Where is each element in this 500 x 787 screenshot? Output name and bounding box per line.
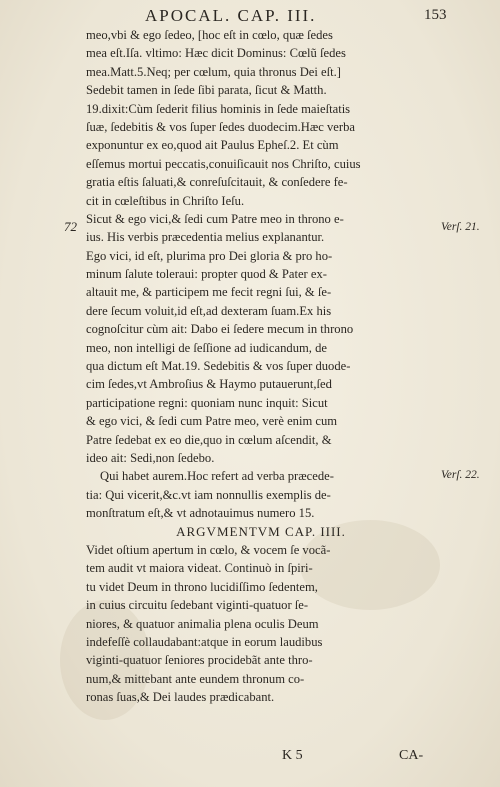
text-line: viginti-quatuor ſeniores procidebãt ante thro- <box>86 653 313 668</box>
text-line: meo,vbi & ego ſedeo, [hoc eſt in cœlo, quæ ſedes <box>86 28 333 42</box>
text-block <box>86 26 436 706</box>
text-line: num,& mittebant ante eundem thronum co- <box>86 671 305 686</box>
text-line: mea eſt.Iſa. vltimo: Hæc dicit Dominus: Cœlũ ſedes <box>86 46 346 61</box>
text-line: ideo ait: Sedi,non ſedebo. <box>86 450 215 465</box>
text-line: minum ſalute toleraui: propter quod & Pater ex- <box>86 267 327 282</box>
text-line: ronas ſuas,& Dei laudes prædicabant. <box>86 690 275 705</box>
text-line: Videt oſtium apertum in cœlo, & vocem ſe vocã- <box>86 542 331 557</box>
text-line: participatione regni: quoniam nunc inquit: Sicut <box>86 395 328 410</box>
text-line: in cuius circuitu ſedebant viginti-quatuor ſe- <box>86 598 309 613</box>
text-line: exponuntur ex eo,quod ait Paulus Epheſ.2. Et cùm <box>86 138 339 153</box>
chapter-argument-heading: ARGVMENTVM CAP. IIII. <box>176 523 346 539</box>
text-line: gratia eſtis ſaluati,& conreſuſcitauit, & conſedere fe- <box>86 175 348 190</box>
text-line: eſſemus mortui peccatis,conuiſicauit nos Chriſto, cuius <box>86 156 361 171</box>
text-line: mea.Matt.5.Neq; per cœlum, quia thronus Dei eſt.] <box>86 64 341 79</box>
page-number: 153 <box>424 7 447 23</box>
catchword: CA- <box>399 748 424 763</box>
text-line: meo, non intelligi de ſeſſione ad iudicandum, de <box>86 340 327 355</box>
text-line: 19.dixit:Cùm ſederit filius hominis in ſede maieſtatis <box>86 101 351 116</box>
margin-number: 72 <box>64 219 77 234</box>
text-line: Ego vici, id eſt, plurima pro Dei gloria & pro ho- <box>86 248 333 263</box>
text-line: Sedebit tamen in ſede ſibi parata, ſicut & Matth. <box>86 83 327 98</box>
text-line: monſtratum eſt,& vt adnotauimus numero 15. <box>86 506 315 521</box>
text-line: Patre ſedebat ex eo die,quo in cœlum aſcendit, & <box>86 432 332 447</box>
text-line: ſuæ, ſedebitis & vos ſuper ſedes duodecim.Hæc verba <box>86 119 355 134</box>
margin-verse-ref: Verſ. 21. <box>441 221 480 233</box>
text-line: tem audit vt maiora videat. Continuò in ſpiri- <box>86 561 313 576</box>
text-line: niores, & quatuor animalia plena oculis Deum <box>86 616 319 631</box>
signature-mark: K 5 <box>282 748 303 763</box>
text-line: cognoſcitur cùm ait: Dabo ei ſedere mecum in throno <box>86 322 354 337</box>
text-line: cim ſedes,vt Ambroſius & Haymo putauerunt,ſed <box>86 377 332 392</box>
margin-verse-ref: Verſ. 22. <box>441 469 480 481</box>
page-header <box>0 4 500 28</box>
text-line: dere ſecum voluit,id eſt,ad dexteram ſuam.Ex his <box>86 303 332 318</box>
text-line: qua dictum eſt Mat.19. Sedebitis & vos ſuper duode- <box>86 359 351 374</box>
text-line: Qui habet aurem.Hoc refert ad verba præcede- <box>100 469 334 484</box>
text-line: indefeſſè collaudabant:atque in eorum laudibus <box>86 634 323 649</box>
text-line: cit in cœleſtibus in Chriſto Ieſu. <box>86 193 245 208</box>
running-head: APOCAL. CAP. III. <box>145 6 317 25</box>
text-line: altauit me, & participem me fecit regni ſui, & ſe- <box>86 285 332 300</box>
text-line: Sicut & ego vici,& ſedi cum Patre meo in throno e- <box>86 211 344 226</box>
text-line: ius. His verbis præcedentia melius explanantur. <box>86 230 325 245</box>
text-line: tu videt Deum in throno lucidiſſimo ſedentem, <box>86 579 318 594</box>
text-line: & ego vici, & ſedi cum Patre meo, verè enim cum <box>86 414 338 429</box>
text-line: tia: Qui vicerit,&c.vt iam nonnullis exemplis de- <box>86 487 331 502</box>
